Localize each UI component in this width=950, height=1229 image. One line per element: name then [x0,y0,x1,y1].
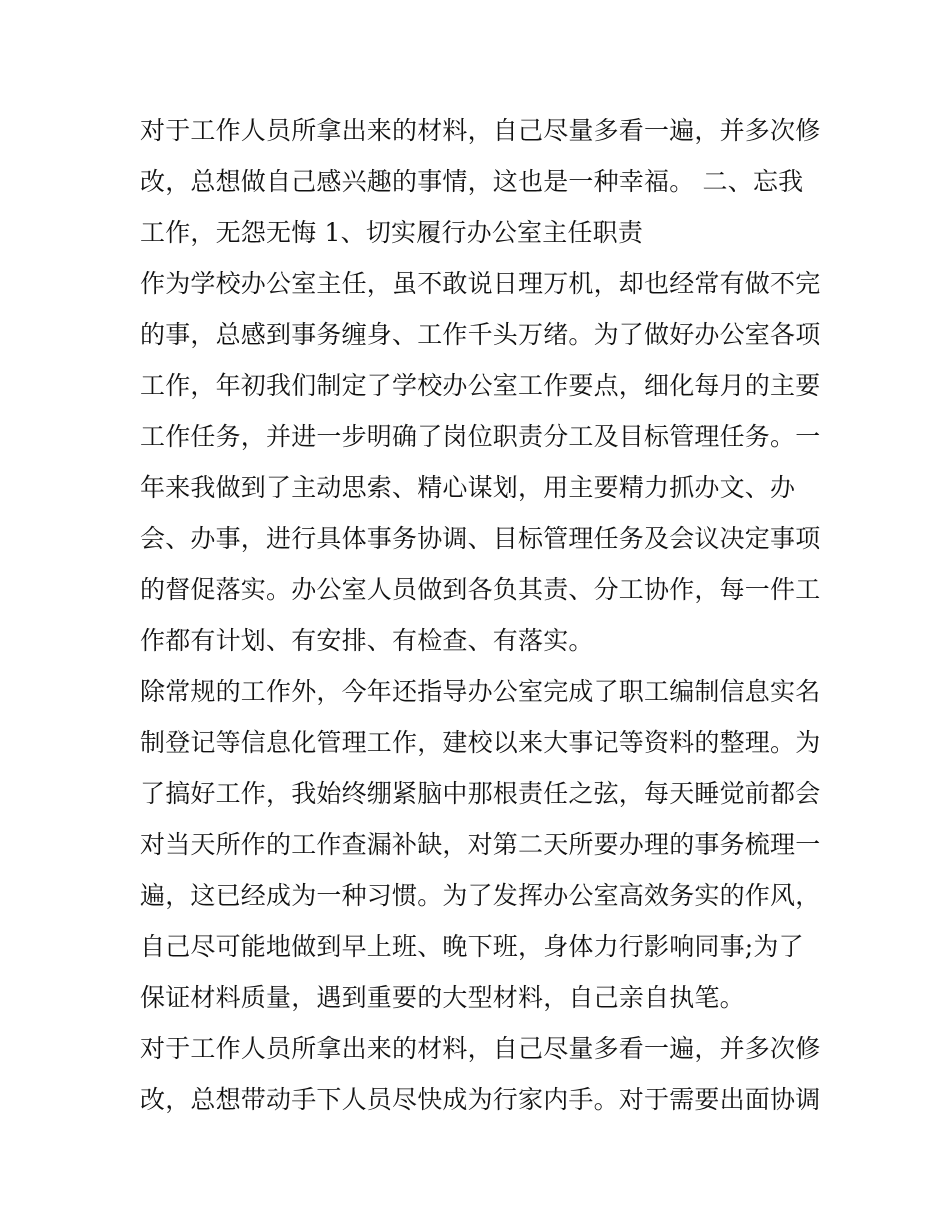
text-line: 工作，年初我们制定了学校办公室工作要点，细化每月的主要 [140,371,821,400]
text-line: 作都有计划、有安排、有检查、有落实。 [140,626,594,655]
text-line: 对于工作人员所拿出来的材料，自己尽量多看一遍，并多次修 [140,1034,821,1063]
text-line: 的督促落实。办公室人员做到各负其责、分工协作，每一件工 [140,575,821,604]
text-line: 工作，无怨无悔 1、切实履行办公室主任职责 [140,218,644,247]
text-line: 自己尽可能地做到早上班、晚下班，身体力行影响同事;为了 [140,932,804,961]
text-line: 保证材料质量，遇到重要的大型材料，自己亲自执笔。 [140,983,745,1012]
text-line: 除常规的工作外，今年还指导办公室完成了职工编制信息实名 [140,677,821,706]
document-body [140,105,821,1125]
text-line: 改，总想带动手下人员尽快成为行家内手。对于需要出面协调 [140,1085,821,1114]
text-line: 对当天所作的工作查漏补缺，对第二天所要办理的事务梳理一 [140,830,821,859]
text-line: 对于工作人员所拿出来的材料，自己尽量多看一遍，并多次修 [140,116,821,145]
text-line: 遍，这已经成为一种习惯。为了发挥办公室高效务实的作风， [140,881,821,910]
text-line: 的事，总感到事务缠身、工作千头万绪。为了做好办公室各项 [140,320,821,349]
text-line: 改，总想做自己感兴趣的事情，这也是一种幸福。 二、忘我 [140,167,804,196]
text-line: 工作任务，并进一步明确了岗位职责分工及目标管理任务。一 [140,422,821,451]
text-line: 了搞好工作，我始终绷紧脑中那根责任之弦，每天睡觉前都会 [140,779,821,808]
text-line: 制登记等信息化管理工作，建校以来大事记等资料的整理。为 [140,728,821,757]
text-line: 作为学校办公室主任，虽不敢说日理万机，却也经常有做不完 [140,269,821,298]
text-line: 会、办事，进行具体事务协调、目标管理任务及会议决定事项 [140,524,821,553]
text-line: 年来我做到了主动思索、精心谋划，用主要精力抓办文、办 [140,473,796,502]
